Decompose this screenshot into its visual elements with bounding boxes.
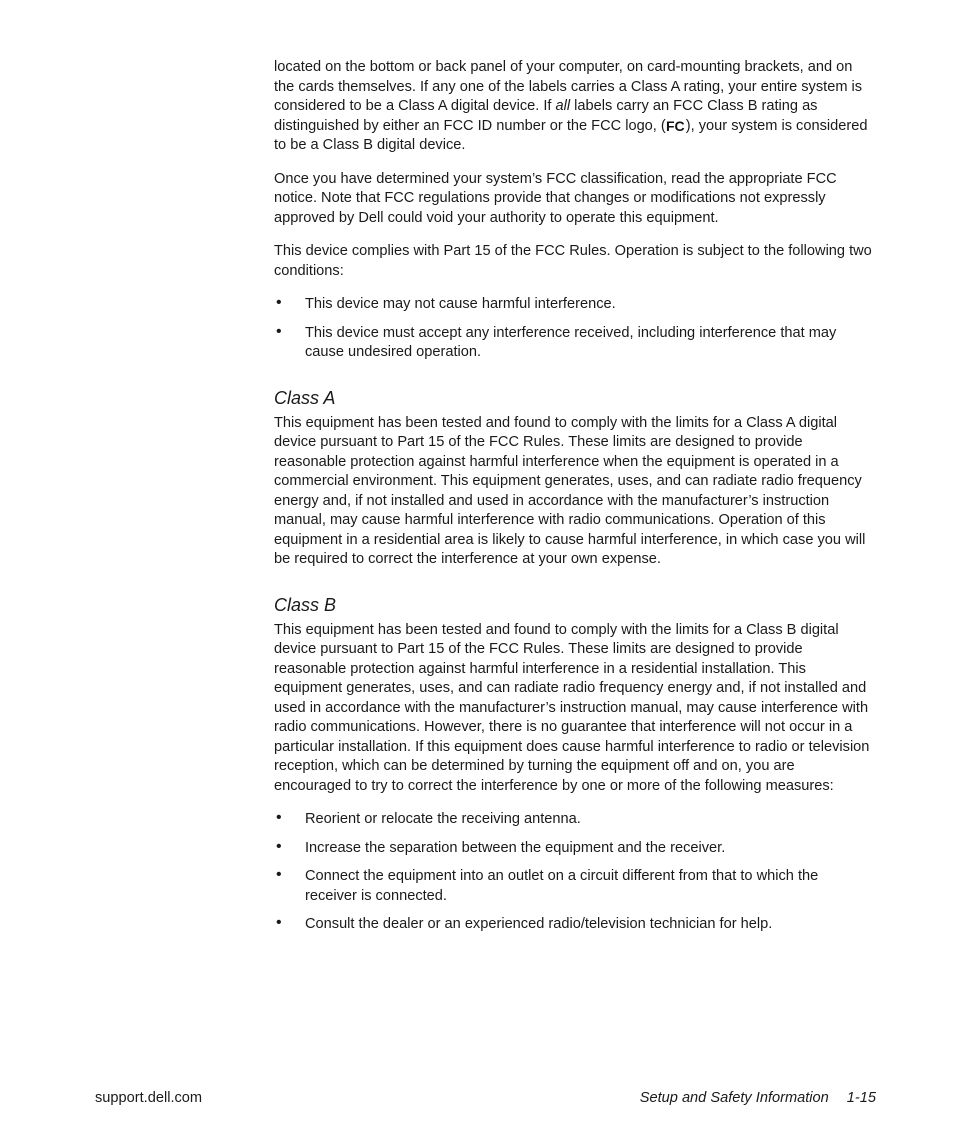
class-a-body: This equipment has been tested and found to comply with the limits for a Class A digital device pursuant to Part 15 of the FCC Rules. These limits are designed to provide reasonable protection against harmful interference when the equipment is operated in a commercial environment. This equipment generates, uses, and can radiate radio frequency energy and, if not installed and used in accordance with the manufacturer’s instruction manual, may cause harmful interference with radio communications. Operation of this equipment in a residential area is likely to cause harmful interference, in which case you will be required to correct the interference at your own expense. [274,414,866,567]
class-b-body: This equipment has been tested and found to comply with the limits for a Class B digital device pursuant to Part 15 of the FCC Rules. These limits are designed to provide reasonable protection against harmful interference in a residential installation. This equipment generates, uses, and can radiate radio frequency energy and, if not installed and used in accordance with the manufacturer’s instruction manual, may cause interference with radio communications. However, there is no guarantee that interference will not occur in a particular installation. If this equipment does cause harmful interference to radio or television reception, which can be determined by turning the equipment off and on, you are encouraged to try to correct the interference by one or more of the following measures: [274,621,870,794]
bullet-icon: • [276,837,282,855]
list-item: • Connect the equipment into an outlet on a circuit different from that to which the receiver is connected. [276,866,819,904]
intro-text-a: located on the bottom or back panel of your computer, on card-mounting brackets, and on the cards themselves. If any one of the labels carries a Class A rating, your entire system is considered to be a Class A digital device. If [274,59,863,114]
bullet-icon: • [276,322,282,340]
intro-paragraph-1 [274,58,874,156]
intro-emphasis-all: all [555,98,571,114]
footer-url: support.dell.com [95,1090,203,1106]
list-item: • This device may not cause harmful interference. [276,294,616,312]
measures-list [274,810,874,935]
intro-paragraph-3: This device complies with Part 15 of the FCC Rules. Operation is subject to the following two conditions: [274,243,872,279]
intro-paragraph-2: Once you have determined your system’s FCC classification, read the appropriate FCC notice. Note that FCC regulations provide that changes or modifications not expressly approved by Dell could void your authority to operate this equipment. [274,170,837,226]
footer-running-title [640,1090,876,1106]
bullet-icon: • [276,294,282,311]
conditions-list [274,295,874,363]
list-item: • Reorient or relocate the receiving antenna. [276,809,581,827]
list-item: • Increase the separation between the equipment and the receiver. [276,837,726,856]
list-item: • Consult the dealer or an experienced radio/television technician for help. [276,914,773,932]
bullet-icon: • [276,914,282,931]
fcc-logo-icon [666,118,686,133]
class-b-heading: Class B [274,594,337,615]
intro-text-b: labels carry an FCC Class B rating as distinguished by either an FCC ID number or the FCC logo, ( [274,98,818,134]
document-body [274,58,874,944]
page-number: 1-15 [846,1090,876,1106]
list-item: • This device must accept any interference received, including interference that may cause undesired operation. [276,322,837,360]
class-a-heading: Class A [274,387,336,408]
fcc-logo-text: FC [665,117,685,133]
bullet-icon: • [276,866,282,883]
bullet-icon: • [276,809,282,826]
footer-section-title: Setup and Safety Information [639,1090,829,1106]
intro-text-c: ), your system is considered to be a Class B digital device. [274,117,868,153]
